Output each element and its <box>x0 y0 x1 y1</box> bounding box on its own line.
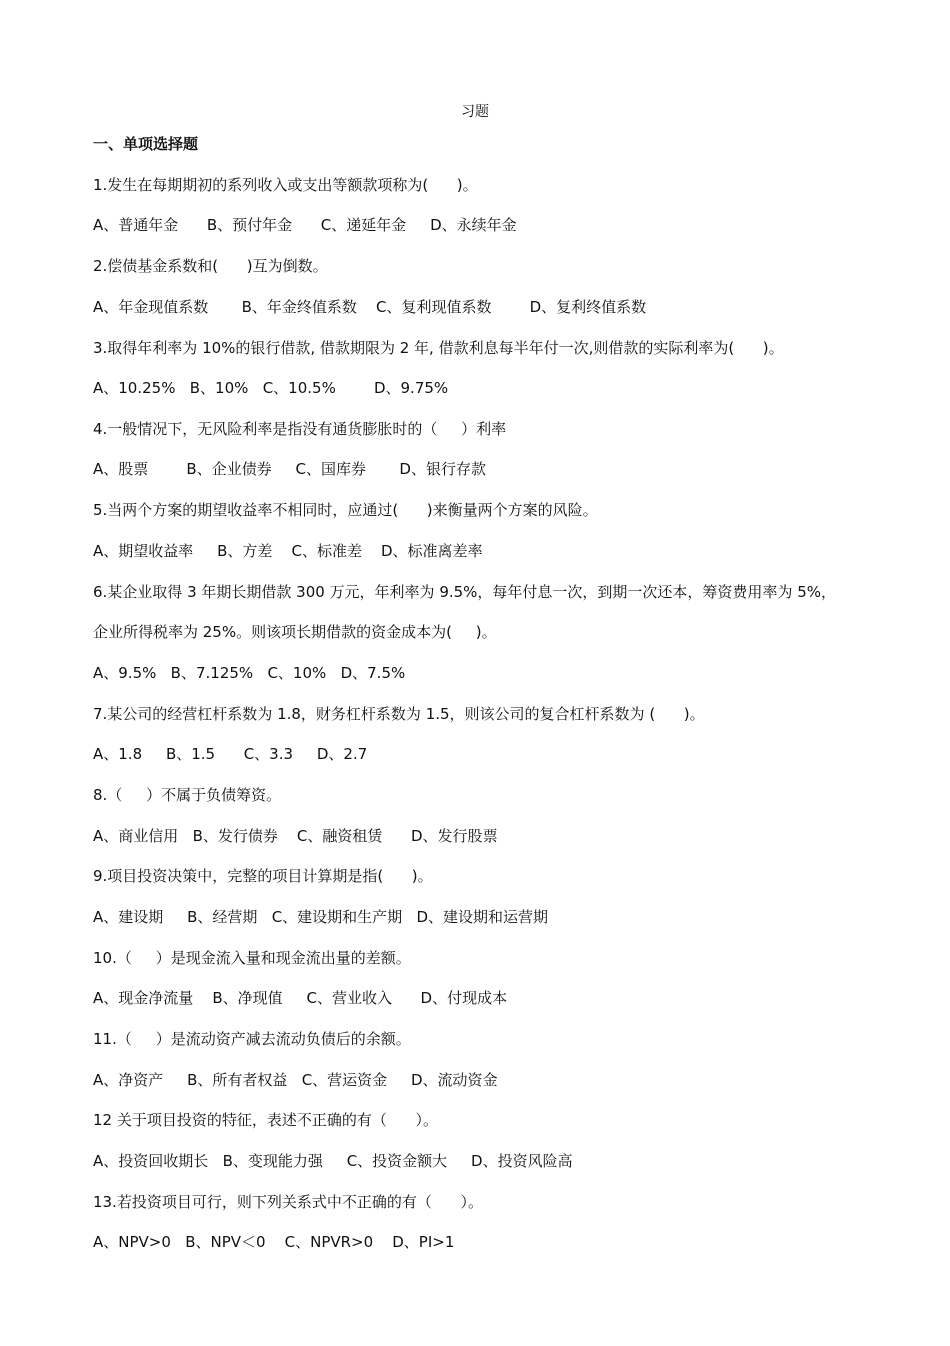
question-line: 13.若投资项目可行，则下列关系式中不正确的有（ ）。 <box>93 1193 483 1211</box>
options-line: A、商业信用 B、发行债券 C、融资租赁 D、发行股票 <box>93 827 498 845</box>
options-line: A、普通年金 B、预付年金 C、递延年金 D、永续年金 <box>93 216 517 234</box>
options-line: A、净资产 B、所有者权益 C、营运资金 D、流动资金 <box>93 1071 498 1089</box>
question-line: 3.取得年利率为 10%的银行借款, 借款期限为 2 年, 借款利息每半年付一次,则借款的实际利率为( )。 <box>93 339 784 357</box>
options-line: A、9.5% B、7.125% C、10% D、7.5% <box>93 664 406 682</box>
question-line: 12 关于项目投资的特征，表述不正确的有（ ）。 <box>93 1111 438 1129</box>
options-line: A、年金现值系数 B、年金终值系数 C、复利现值系数 D、复利终值系数 <box>93 298 647 316</box>
question-line: 6.某企业取得 3 年期长期借款 300 万元，年利率为 9.5%，每年付息一次，到期一次还本，筹资费用率为 5%， <box>93 583 837 601</box>
options-line: A、NPV>0 B、NPV＜0 C、NPVR>0 D、PI>1 <box>93 1233 455 1251</box>
question-line: 9.项目投资决策中，完整的项目计算期是指( )。 <box>93 867 433 885</box>
options-line: A、10.25% B、10% C、10.5% D、9.75% <box>93 379 449 397</box>
question-line-continued: 企业所得税率为 25%。则该项长期借款的资金成本为( )。 <box>93 623 497 641</box>
page-title: 习题 <box>461 104 489 120</box>
question-line: 8.（ ）不属于负债筹资。 <box>93 786 282 804</box>
question-line: 10.（ ）是现金流入量和现金流出量的差额。 <box>93 949 411 967</box>
options-line: A、投资回收期长 B、变现能力强 C、投资金额大 D、投资风险高 <box>93 1152 573 1170</box>
question-line: 5.当两个方案的期望收益率不相同时，应通过( )来衡量两个方案的风险。 <box>93 501 598 519</box>
question-line: 11.（ ）是流动资产减去流动负债后的余额。 <box>93 1030 411 1048</box>
options-line: A、期望收益率 B、方差 C、标准差 D、标准离差率 <box>93 542 483 560</box>
options-line: A、建设期 B、经营期 C、建设期和生产期 D、建设期和运营期 <box>93 908 549 926</box>
question-line: 1.发生在每期期初的系列收入或支出等额款项称为( )。 <box>93 176 478 194</box>
options-line: A、1.8 B、1.5 C、3.3 D、2.7 <box>93 745 368 763</box>
question-line: 4.一般情况下，无风险利率是指没有通货膨胀时的（ ）利率 <box>93 420 507 438</box>
options-line: A、现金净流量 B、净现值 C、营业收入 D、付现成本 <box>93 989 508 1007</box>
question-line: 2.偿债基金系数和( )互为倒数。 <box>93 257 328 275</box>
section-heading: 一、单项选择题 <box>93 135 199 153</box>
options-line: A、股票 B、企业债券 C、国库券 D、银行存款 <box>93 460 486 478</box>
question-line: 7.某公司的经营杠杆系数为 1.8，财务杠杆系数为 1.5，则该公司的复合杠杆系数为 ( )。 <box>93 705 705 723</box>
